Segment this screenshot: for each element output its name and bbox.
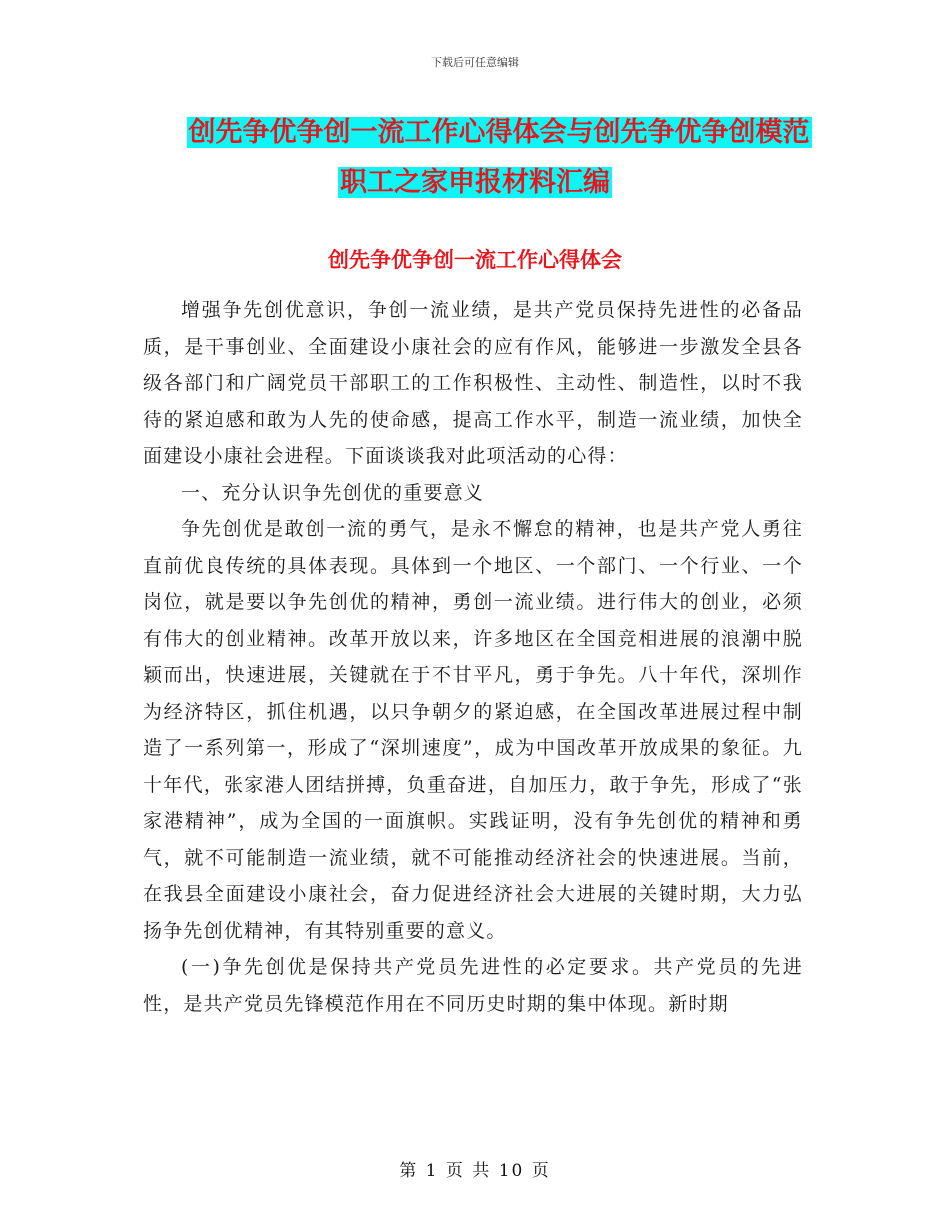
section-title: 创先争优争创一流工作心得体会	[328, 247, 622, 272]
title-line-1: 创先争优争创一流工作心得体会与创先争优争创模范	[188, 117, 810, 148]
paragraph-intro: 增强争先创优意识，争创一流业绩，是共产党员保持先进性的必备品质，是干事创业、全面建设小康社会的应有作风，能够进一步激发全县各级各部门和广阔党员干部职工的工作积极性、主动性、制造性，以时不我待的紧迫感和敢为人先的使命感，提高工作水平，制造一流业绩，加快全面建设小康社会进程。下面谈谈我对此项活动的心得：	[143, 299, 803, 467]
body-text	[143, 292, 803, 1022]
paragraph-significance: 争先创优是敢创一流的勇气，是永不懈怠的精神，也是共产党人勇往直前优良传统的具体表现。具体到一个地区、一个部门、一个行业、一个岗位，就是要以争先创优的精神，勇创一流业绩。进行伟大的创业，必须有伟大的创业精神。改革开放以来，许多地区在全国竞相进展的浪潮中脱颖而出，快速进展，关键就在于不甘平凡，勇于争先。八十年代，深圳作为经济特区，抓住机遇，以只争朝夕的紧迫感，在全国改革进展过程中制造了一系列第一，形成了“深圳速度”，成为中国改革开放成果的象征。九十年代，张家港人团结拼搏，负重奋进，自加压力，敢于争先，形成了“张家港精神”，成为全国的一面旗帜。实践证明，没有争先创优的精神和勇气，就不可能制造一流业绩，就不可能推动经济社会的快速进展。当前，在我县全面建设小康社会，奋力促进经济社会大进展的关键时期，大力弘扬争先创优精神，有其特别重要的意义。	[143, 518, 803, 942]
heading-one: 一、充分认识争先创优的重要意义	[181, 481, 485, 504]
document-title	[0, 108, 950, 208]
header-note: 下载后可任意编辑	[431, 56, 519, 69]
paragraph-subpoint-one: (一)争先创优是保持共产党员先进性的必定要求。共产党员的先进性，是共产党员先锋模范作用在不同历史时期的集中体现。新时期	[143, 956, 803, 1015]
page-number: 第 1 页 共 10 页	[399, 1161, 551, 1181]
title-line-2: 职工之家申报材料汇编	[340, 167, 610, 198]
